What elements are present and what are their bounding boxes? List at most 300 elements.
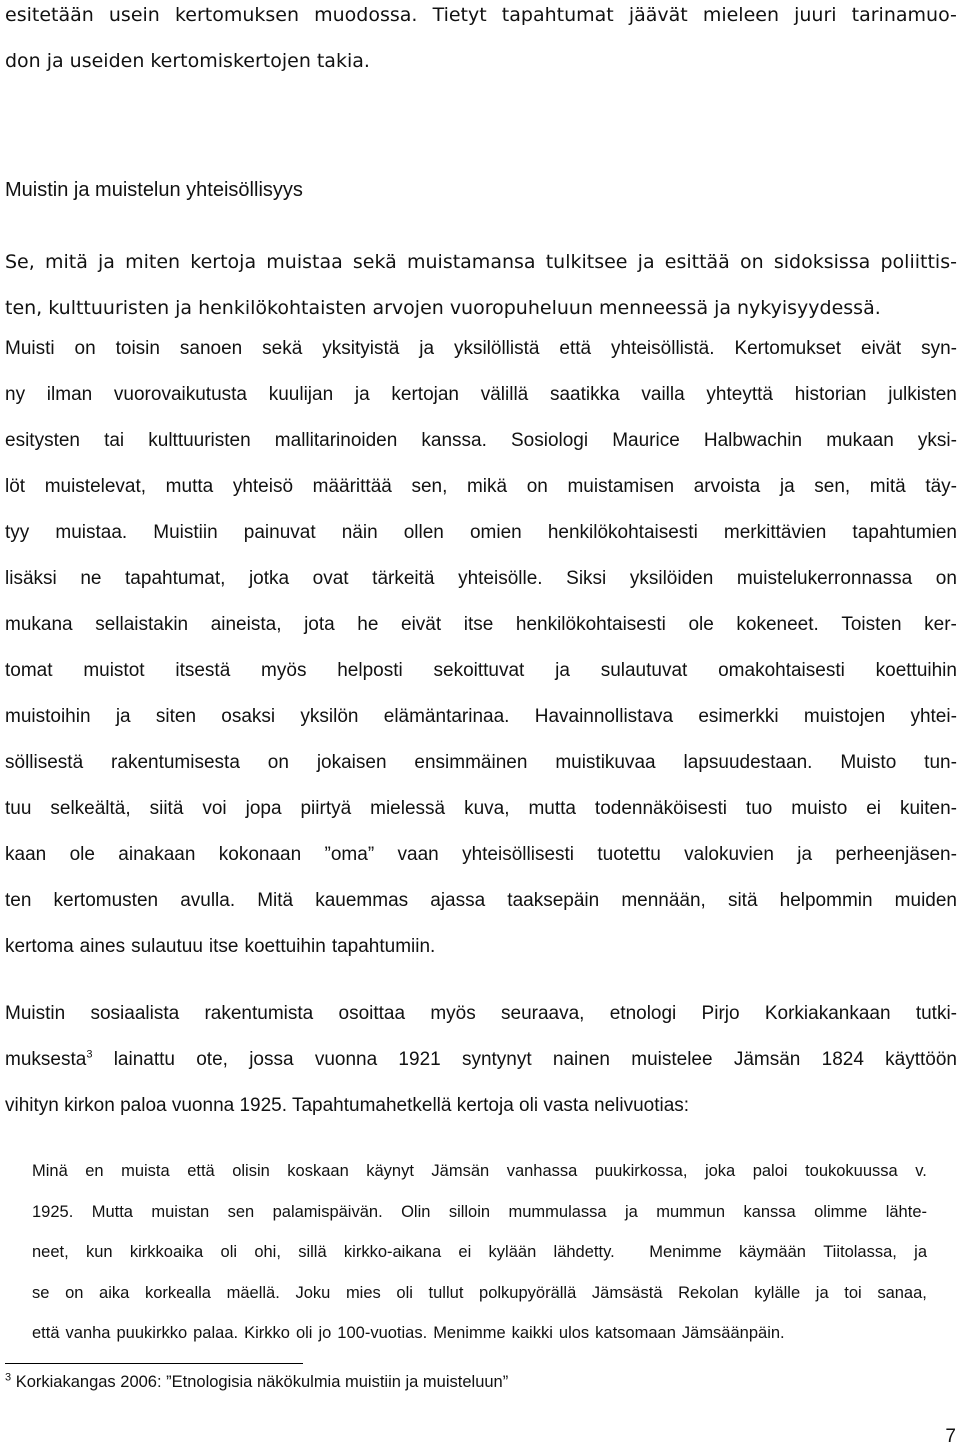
word: ja [797, 844, 813, 865]
word: vuoropuheluun [449, 297, 593, 319]
word: aineista, [210, 614, 282, 635]
word: joka [704, 1162, 736, 1180]
word: vuorovaikutusta [113, 384, 247, 405]
word: mukana [5, 614, 73, 635]
word: yhteisö [232, 476, 294, 497]
word: toi [844, 1283, 862, 1302]
word: kertomiskertojen [150, 50, 311, 72]
word: ja [779, 476, 795, 497]
word: muistot [83, 660, 145, 681]
text-line [5, 510, 957, 556]
word: arvojen [372, 297, 444, 319]
word: tomat [5, 660, 53, 681]
word: muista [121, 1162, 170, 1180]
word: sulautuu [131, 936, 203, 957]
word: siten [155, 706, 197, 727]
word: juuri [794, 4, 837, 26]
word: esitetään [5, 4, 94, 26]
word: muistelukerronnassa [736, 568, 913, 589]
word: tapahtumat [501, 4, 614, 26]
word: ja [625, 1202, 638, 1221]
word: 1925. [32, 1202, 74, 1221]
word: ja [419, 338, 435, 359]
word: kanssa [743, 1202, 796, 1221]
word: takia. [316, 50, 370, 72]
word: ja [555, 660, 570, 681]
word: sen [227, 1202, 255, 1221]
word: jotka [248, 568, 290, 589]
word: sanaa, [877, 1283, 927, 1302]
word: neet, [32, 1243, 69, 1261]
word: eivät [861, 338, 902, 359]
footnote-reference: 3 [86, 1048, 93, 1061]
paragraph-3 [5, 991, 957, 1129]
word: ja [46, 50, 64, 72]
word: Muisti [5, 338, 55, 359]
word: muistoihin [5, 706, 91, 727]
word: vanha [65, 1324, 111, 1342]
word: Maurice [612, 430, 680, 451]
word: mennään, [621, 890, 706, 911]
word: muistaa [266, 251, 343, 273]
word: kylään [488, 1243, 537, 1261]
word: kaikki [511, 1324, 553, 1342]
word: että [32, 1324, 60, 1342]
word: poliittis- [880, 251, 957, 273]
word: ja [354, 384, 370, 405]
word: toisin [115, 338, 160, 359]
text-line [5, 372, 957, 418]
word: merkittävien [723, 522, 827, 543]
word: kertojan [391, 384, 459, 405]
word: syn- [921, 338, 957, 359]
word: jopa [245, 798, 282, 819]
word: selkeältä, [50, 798, 131, 819]
word: täy- [925, 476, 957, 497]
text-line [32, 1192, 927, 1233]
word: vailla [641, 384, 685, 405]
word: Rekolan [678, 1283, 739, 1302]
word: ensimmäinen [414, 752, 528, 773]
word: ten [5, 890, 32, 911]
word: yhteisöllistä. [611, 338, 715, 359]
word: yksityistä [322, 338, 400, 359]
word: on [65, 1283, 84, 1302]
text-line [5, 878, 957, 924]
word: mutta [165, 476, 214, 497]
word: ole [69, 844, 95, 865]
word: mummun [656, 1202, 726, 1221]
word: Tietyt [432, 4, 487, 26]
word: mummulassa [508, 1202, 607, 1221]
word: tuotettu [597, 844, 661, 865]
word: historian [794, 384, 867, 405]
word: olimme [814, 1202, 868, 1221]
word: don [5, 50, 41, 72]
word: mukaan [826, 430, 894, 451]
word: piirtyä [300, 798, 352, 819]
word: yksilöllistä [453, 338, 540, 359]
word: koskaan [287, 1162, 349, 1180]
word: se [32, 1283, 50, 1302]
word: polkupyörällä [479, 1283, 577, 1302]
word: ja [98, 251, 115, 273]
line-text: Muistin sosiaalista rakentumista osoittaa myös seuraava, etnologi Pirjo Korkiakankaan tutki- [5, 1003, 957, 1024]
word: Mutta [91, 1202, 133, 1221]
word: Menimme [433, 1324, 506, 1342]
word: käymään [738, 1243, 806, 1261]
word: todennäköisesti [594, 798, 727, 819]
word: esittää [664, 251, 730, 273]
word: mikä [466, 476, 508, 497]
word: on [74, 338, 96, 359]
word: henkilökohtaisesti [515, 614, 666, 635]
word: jota [304, 614, 335, 635]
text-line [32, 1313, 927, 1354]
word: yksilöiden [629, 568, 714, 589]
word: henkilökohtaisten [198, 297, 367, 319]
word: Halbwachin [703, 430, 803, 451]
word: sekä [352, 251, 397, 273]
word: silloin [448, 1202, 491, 1221]
word: Siksi [566, 568, 607, 589]
word: kun [85, 1243, 113, 1261]
text-line [5, 0, 957, 38]
text-line [5, 648, 957, 694]
word: ovat [312, 568, 349, 589]
word: omakohtaisesti [718, 660, 845, 681]
word: jokaisen [316, 752, 387, 773]
word: kaan [5, 844, 47, 865]
word: lisäksi [5, 568, 57, 589]
word: tapahtumien [852, 522, 957, 543]
word: määrittää [312, 476, 392, 497]
word: kokeneet. [736, 614, 819, 635]
word: on [526, 476, 548, 497]
word: ker- [924, 614, 957, 635]
word: tyy [5, 522, 30, 543]
word: Kertomukset [734, 338, 842, 359]
word: sillä [298, 1243, 327, 1261]
word: sen, [814, 476, 851, 497]
word: palaa. [193, 1324, 239, 1342]
word: kirkkoaika [129, 1243, 204, 1261]
word: kulttuuristen [48, 297, 170, 319]
word: kylälle [754, 1283, 801, 1302]
word: itsestä [175, 660, 231, 681]
word: Toisten [841, 614, 902, 635]
word: itse [463, 614, 494, 635]
word: julkisten [888, 384, 957, 405]
word: Joku [295, 1283, 331, 1302]
footnote [5, 1373, 508, 1392]
section-heading: Muistin ja muistelun yhteisöllisyys [5, 179, 303, 201]
word: muisto [791, 798, 848, 819]
word: avulla. [180, 890, 236, 911]
word: myös [261, 660, 307, 681]
word: Muisto [840, 752, 897, 773]
word: tuu [5, 798, 32, 819]
word: on [267, 752, 289, 773]
word: ilman [46, 384, 93, 405]
word: muistamisen [567, 476, 675, 497]
word: tulkitsee [545, 251, 628, 273]
word: mallitarinoiden [274, 430, 398, 451]
word: elämäntarinaa. [383, 706, 510, 727]
word: söllisestä [5, 752, 84, 773]
word: näin [341, 522, 378, 543]
word: kertoja [190, 251, 257, 273]
word: kirkko-aikana [343, 1243, 442, 1261]
word: muistaa. [55, 522, 128, 543]
word: ja [714, 297, 732, 319]
word: palamispäivän. [272, 1202, 383, 1221]
word: Muistiin [153, 522, 218, 543]
word: yksilön [300, 706, 359, 727]
footnote-rule [5, 1363, 303, 1364]
word: kanssa. [421, 430, 487, 451]
text-line [5, 1037, 957, 1083]
word: Sosiologi [510, 430, 589, 451]
word: kertomuksen [174, 4, 300, 26]
word: en [85, 1162, 104, 1180]
text-line [32, 1151, 927, 1192]
word: lapsuudestaan. [683, 752, 813, 773]
text-line [32, 1232, 927, 1273]
word: on [935, 568, 957, 589]
page-number: 7 [945, 1426, 956, 1447]
word: sanoen [179, 338, 243, 359]
word: kuva, [464, 798, 510, 819]
word: helposti [337, 660, 403, 681]
line-text: vihityn kirkon paloa vuonna 1925. Tapahtumahetkellä kertoja oli vasta nelivuotias: [5, 1095, 690, 1116]
word: mielessä [370, 798, 446, 819]
word: kertomusten [53, 890, 159, 911]
word: ne [80, 568, 102, 589]
word: oli [220, 1243, 238, 1261]
word: kulttuuristen [148, 430, 251, 451]
word: usein [108, 4, 160, 26]
word: tapahtumiin. [331, 936, 436, 957]
word: oli [295, 1324, 313, 1342]
word: ja [637, 251, 655, 273]
word: koettuihin [244, 936, 326, 957]
word: vaan [397, 844, 439, 865]
word: useiden [69, 50, 145, 72]
word: osaksi [221, 706, 276, 727]
word: omien [469, 522, 522, 543]
word: löt [5, 476, 26, 497]
line-text [5, 1049, 957, 1070]
word: esimerkki [698, 706, 779, 727]
word: mieleen [702, 4, 780, 26]
word: mäellä. [226, 1283, 280, 1302]
line-segment: lainattu ote, jossa vuonna 1921 syntynyt nainen muistelee Jämsän 1824 käyttöön [92, 1049, 957, 1070]
word: tapahtumat, [125, 568, 226, 589]
word: sekä [262, 338, 303, 359]
text-line [5, 38, 957, 84]
word: Minä [32, 1162, 68, 1180]
word: voi [202, 798, 227, 819]
word: kertoma [5, 936, 74, 957]
word: muistojen [803, 706, 886, 727]
word: ”oma” [324, 844, 375, 865]
word: valokuvien [684, 844, 774, 865]
word: Jämsästä [591, 1283, 663, 1302]
word: tärkeitä [372, 568, 435, 589]
word: aines [79, 936, 126, 957]
word: katsomaan [595, 1324, 676, 1342]
word: tarinamuo- [851, 4, 957, 26]
word: nykyisyydessä. [737, 297, 881, 319]
word: Menimme [649, 1243, 722, 1261]
word: v. [915, 1162, 927, 1180]
word: painuvat [243, 522, 316, 543]
word: että [559, 338, 592, 359]
word: yhteisölle. [458, 568, 543, 589]
word: sulautuvat [600, 660, 688, 681]
paragraph-2 [5, 326, 957, 970]
word: kuiten- [899, 798, 957, 819]
word: saatikka [549, 384, 620, 405]
word: ten, [5, 297, 43, 319]
word: ole [688, 614, 714, 635]
word: ei [866, 798, 882, 819]
word: Jämsäänpäin. [681, 1324, 785, 1342]
word: kuulijan [268, 384, 334, 405]
text-line [5, 326, 957, 372]
intro-paragraph [5, 0, 957, 84]
word: yhteisöllisesti [462, 844, 575, 865]
word: aika [99, 1283, 130, 1302]
word: on [740, 251, 764, 273]
word: ja [175, 297, 193, 319]
word: eivät [401, 614, 442, 635]
word: oli [396, 1283, 413, 1302]
word: tai [104, 430, 125, 451]
word: Mitä [257, 890, 294, 911]
word: sidoksissa [773, 251, 871, 273]
word: että [187, 1162, 215, 1180]
word: menneessä [598, 297, 709, 319]
text-line [5, 285, 957, 331]
word: käynyt [366, 1162, 414, 1180]
word: jäävät [628, 4, 688, 26]
word: lähdetty. [553, 1243, 615, 1261]
word: henkilökohtaisesti [547, 522, 698, 543]
word: yhteyttä [706, 384, 773, 405]
word: Havainnollistava [534, 706, 674, 727]
text-line [5, 239, 957, 285]
text-line [5, 740, 957, 786]
word: sellaistakin [95, 614, 189, 635]
word: ny [5, 384, 26, 405]
word: paloi [752, 1162, 788, 1180]
word: kauemmas [315, 890, 409, 911]
word: puukirkko [116, 1324, 188, 1342]
word: muiden [894, 890, 957, 911]
word: Olin [401, 1202, 431, 1221]
word: jo [318, 1324, 332, 1342]
word: kokonaan [218, 844, 302, 865]
block-quote [32, 1151, 927, 1354]
text-line [5, 991, 957, 1037]
word: olisin [232, 1162, 270, 1180]
word: 100-vuotias. [337, 1324, 428, 1342]
word: yhtei- [910, 706, 957, 727]
word: ja [914, 1243, 927, 1261]
text-line [5, 556, 957, 602]
word: mitä [869, 476, 906, 497]
word: he [357, 614, 379, 635]
word: ohi, [254, 1243, 281, 1261]
word: sen, [411, 476, 448, 497]
word: ja [115, 706, 131, 727]
text-line [32, 1273, 927, 1314]
word: muistikuvaa [555, 752, 656, 773]
text-line [5, 786, 957, 832]
word: perheenjäsen- [835, 844, 957, 865]
footnote-number: 3 [5, 1371, 12, 1384]
text-line [5, 464, 957, 510]
word: siitä [149, 798, 184, 819]
word: sitä [727, 890, 758, 911]
word: Jämsän [431, 1162, 490, 1180]
word: arvoista [693, 476, 761, 497]
text-line [5, 1083, 957, 1129]
word: esitysten [5, 430, 80, 451]
word: miten [125, 251, 181, 273]
word: ulos [558, 1324, 590, 1342]
line-segment: muksesta [5, 1049, 87, 1070]
word: helpommin [779, 890, 873, 911]
footnote-text: Korkiakangas 2006: ”Etnologisia näkökulmia muistiin ja muisteluun” [11, 1373, 509, 1391]
text-line [5, 694, 957, 740]
text-line [5, 418, 957, 464]
word: muistan [151, 1202, 210, 1221]
word: ollen [403, 522, 444, 543]
word: taaksepäin [507, 890, 600, 911]
word: Kirkko [244, 1324, 290, 1342]
word: muodossa. [314, 4, 418, 26]
text-line [5, 602, 957, 648]
word: yksi- [917, 430, 957, 451]
word: rakentumisesta [111, 752, 240, 773]
word: lähte- [885, 1202, 927, 1221]
word: vanhassa [506, 1162, 578, 1180]
word: tuo [745, 798, 773, 819]
word: ja [815, 1283, 829, 1302]
word: ei [458, 1243, 472, 1261]
word: muistelevat, [44, 476, 147, 497]
word: mutta [528, 798, 576, 819]
paragraph-1 [5, 239, 957, 331]
word: koettuihin [875, 660, 957, 681]
word: muistamansa [406, 251, 536, 273]
text-line [5, 832, 957, 878]
word: välillä [480, 384, 529, 405]
word: korkealla [144, 1283, 211, 1302]
word: Se, [5, 251, 35, 273]
word: ainakaan [118, 844, 196, 865]
word: sekoittuvat [433, 660, 525, 681]
word: tun- [924, 752, 957, 773]
word: mies [345, 1283, 381, 1302]
word: puukirkossa, [594, 1162, 688, 1180]
text-line [5, 924, 957, 970]
word: mitä [44, 251, 88, 273]
word: Tiitolassa, [823, 1243, 897, 1261]
